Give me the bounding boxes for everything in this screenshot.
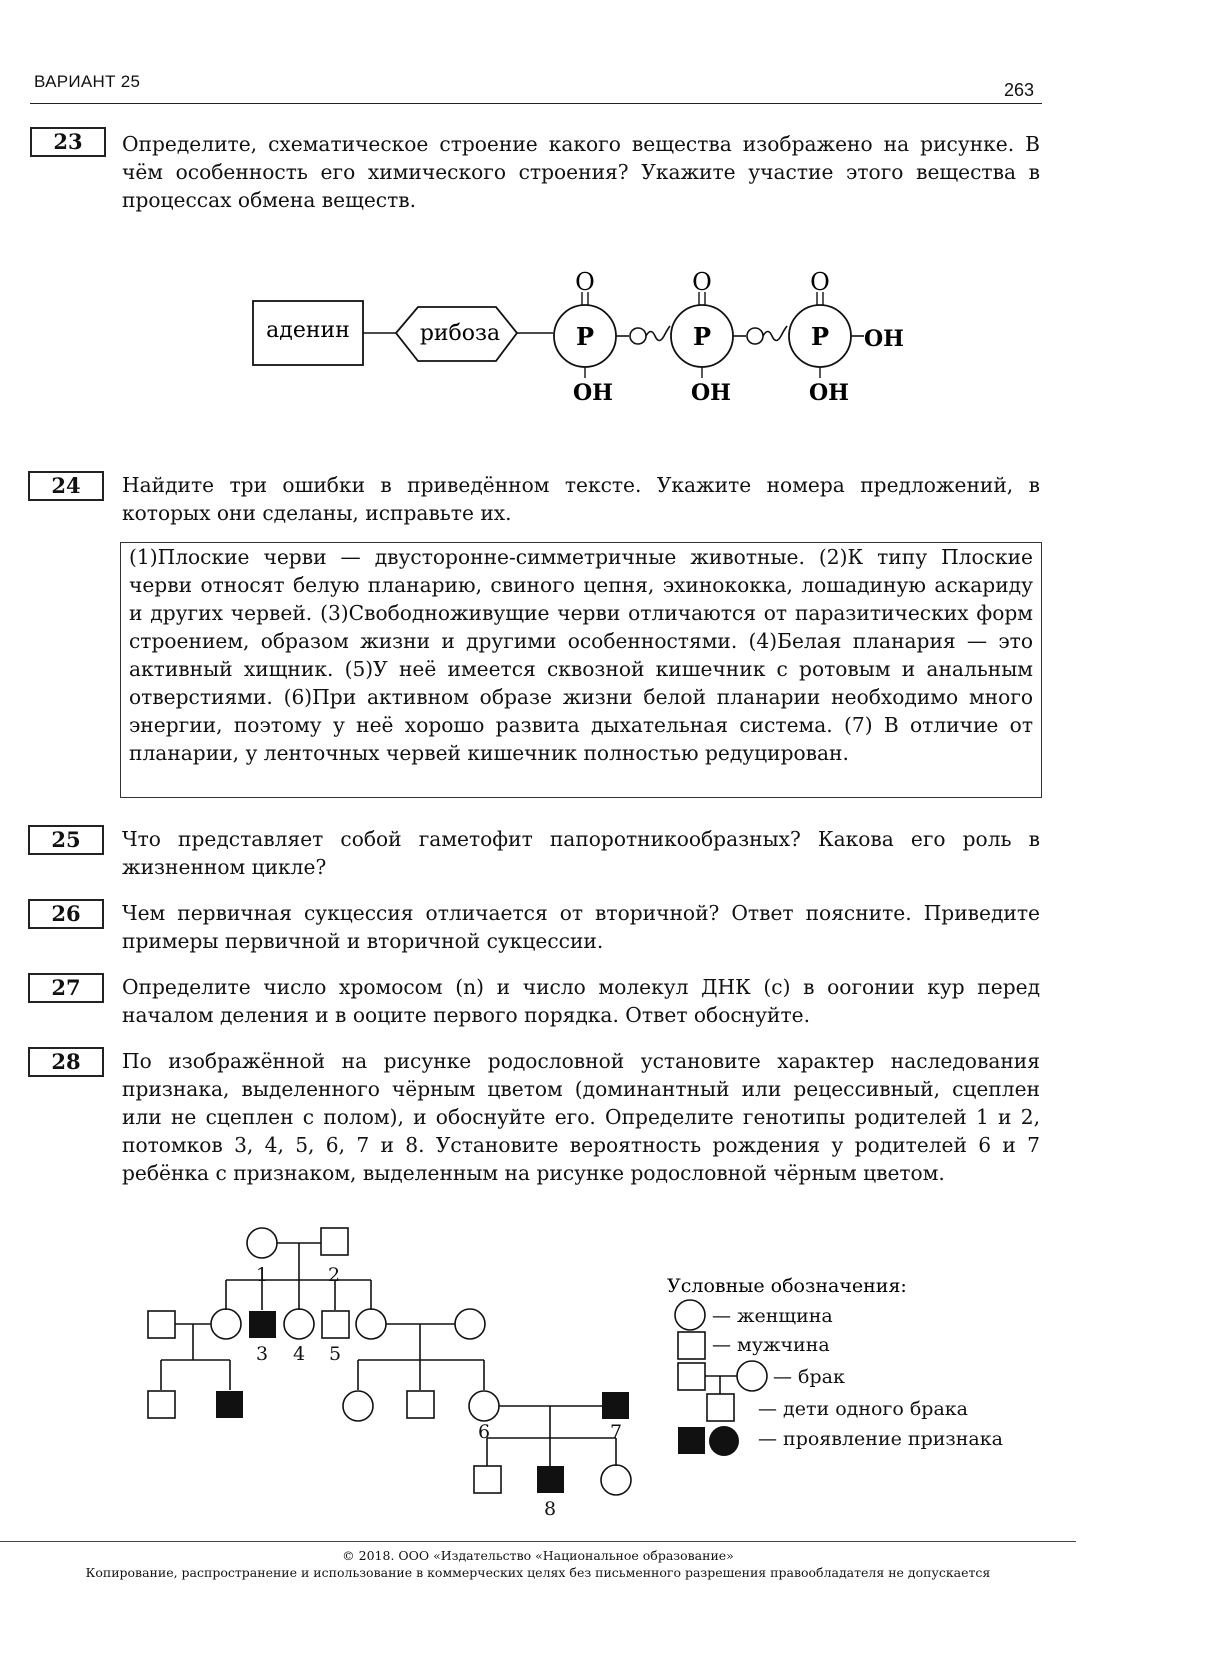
male-gen3-left [148, 1391, 175, 1418]
hydroxyl-2: OH [691, 380, 731, 406]
label-1: 1 [255, 1264, 269, 1286]
oxygen-1: O [575, 268, 595, 296]
legend-marriage-female-icon [737, 1361, 767, 1391]
label-4: 4 [292, 1343, 306, 1365]
oxygen-3: O [810, 268, 830, 296]
legend-male-text: — мужчина [712, 1334, 830, 1356]
high-energy-wave-1 [646, 326, 670, 341]
male-2 [321, 1228, 348, 1255]
female-spouse-right [455, 1309, 485, 1339]
high-energy-bond-2 [747, 328, 763, 344]
page-number: 263 [1004, 80, 1035, 100]
variant-label: ВАРИАНТ 25 [34, 72, 141, 91]
high-energy-bond-1 [630, 328, 646, 344]
female-daughter-left [211, 1309, 241, 1339]
footer-rule [0, 1541, 1076, 1542]
phosphate-3-label: P [810, 322, 830, 351]
legend-trait-female-icon [709, 1426, 739, 1456]
female-4 [284, 1309, 314, 1339]
task-number-26: 26 [28, 899, 104, 929]
legend-children-text: — дети одного брака [758, 1398, 969, 1420]
label-3: 3 [255, 1343, 269, 1365]
male-gen3-b [407, 1391, 434, 1418]
task-number-24: 24 [28, 471, 104, 501]
hydroxyl-terminal: OH [864, 326, 904, 352]
hydroxyl-1: OH [573, 380, 613, 406]
task-text-25: Что представляет собой гаметофит папоротникообразных? Какова его роль в жизненном цикле? [122, 827, 1040, 879]
female-daughter-right [356, 1309, 386, 1339]
oxygen-2: O [692, 268, 712, 296]
legend-male-icon [678, 1332, 705, 1359]
legend-marriage-text: — брак [773, 1366, 845, 1388]
high-energy-wave-2 [763, 326, 787, 341]
task-text-26: Чем первичная сукцессия отличается от вторичной? Ответ поясните. Приведите примеры первичной и вторичной сукцессии. [122, 901, 1040, 953]
label-8: 8 [543, 1498, 557, 1520]
label-7: 7 [609, 1421, 623, 1443]
task-text-23: Определите, схематическое строение какого вещества изображено на рисунке. В чём особенность его химического строения? Укажите участие этого вещества в процессах обмена веществ. [122, 132, 1040, 212]
task-number-25: 25 [28, 825, 104, 855]
legend-trait-male-icon [678, 1427, 705, 1454]
male-spouse-left [148, 1311, 175, 1338]
task-text-24: Найдите три ошибки в приведённом тексте. Укажите номера предложений, в которых они сделаны, исправьте их. [122, 473, 1040, 525]
legend-marriage-male-icon [678, 1363, 705, 1390]
legend-title: Условные обозначения: [667, 1275, 907, 1297]
phosphate-1-label: P [575, 322, 595, 351]
legend-child-icon [707, 1394, 734, 1421]
affected-male-8 [537, 1466, 564, 1493]
label-5: 5 [328, 1343, 342, 1365]
label-6: 6 [477, 1421, 491, 1443]
excerpt-box: (1)Плоские черви — двусторонне-симметричные животные. (2)К типу Плоские черви относят белую планарию, свиного цепня, эхинококка, лошадиную аскариду и других червей. (3)Свободноживущие черви отличаются от паразитических форм строением, образом жизни и другими особенностями. (4)Белая планария — это активный хищник. (5)У неё имеется сквозной кишечник с ротовым и анальным отверстиями. (6)При активном образе жизни белой планарии необходимо много энергии, поэтому у неё хорошо развита дыхательная система. (7) В отличие от планарии, у ленточных червей кишечник полностью редуцирован. [120, 542, 1042, 798]
legend [667, 1275, 1003, 1456]
hydroxyl-3: OH [809, 380, 849, 406]
legend-trait-text: — проявление признака [758, 1428, 1003, 1450]
footer-notice: Копирование, распространение и использование в коммерческих целях без письменного разрешения правообладателя не допускается [85, 1565, 991, 1580]
affected-male-gen3 [216, 1391, 243, 1418]
task-number-23: 23 [30, 127, 106, 157]
ribose-label: рибоза [419, 321, 501, 346]
female-gen3-a [343, 1391, 373, 1421]
task-text-27: Определите число хромосом (n) и число молекул ДНК (c) в оогонии кур перед началом деления и в ооците первого порядка. Ответ обоснуйте. [122, 975, 1040, 1027]
footer-copyright: © 2018. ООО «Издательство «Национальное образование» [342, 1548, 734, 1563]
task-number-28: 28 [28, 1047, 104, 1077]
female-1 [247, 1228, 277, 1258]
legend-female-text: — женщина [712, 1305, 833, 1327]
affected-male-7 [602, 1392, 629, 1419]
task-number-27: 27 [28, 973, 104, 1003]
adenine-label: аденин [266, 318, 350, 343]
pedigree-diagram [0, 1200, 1216, 1520]
phosphate-2-label: P [692, 322, 712, 351]
female-gen4-b [601, 1465, 631, 1495]
task-text-28: По изображённой на рисунке родословной установите характер наследования признака, выделенного чёрным цветом (доминантный или рецессивный, сцеплен или не сцеплен с полом), и обоснуйте его. Определите генотипы родителей 1 и 2, потомков 3, 4, 5, 6, 7 и 8. Установите вероятность рождения у родителей 6 и 7 ребёнка с признаком, выделенным на рисунке родословной чёрным цветом. [122, 1049, 1040, 1185]
male-gen4-a [474, 1466, 501, 1493]
female-6 [469, 1391, 499, 1421]
atp-diagram [0, 0, 1216, 430]
affected-male-3 [249, 1311, 276, 1338]
legend-female-icon [675, 1300, 705, 1330]
male-5 [322, 1311, 349, 1338]
label-2: 2 [327, 1264, 341, 1286]
